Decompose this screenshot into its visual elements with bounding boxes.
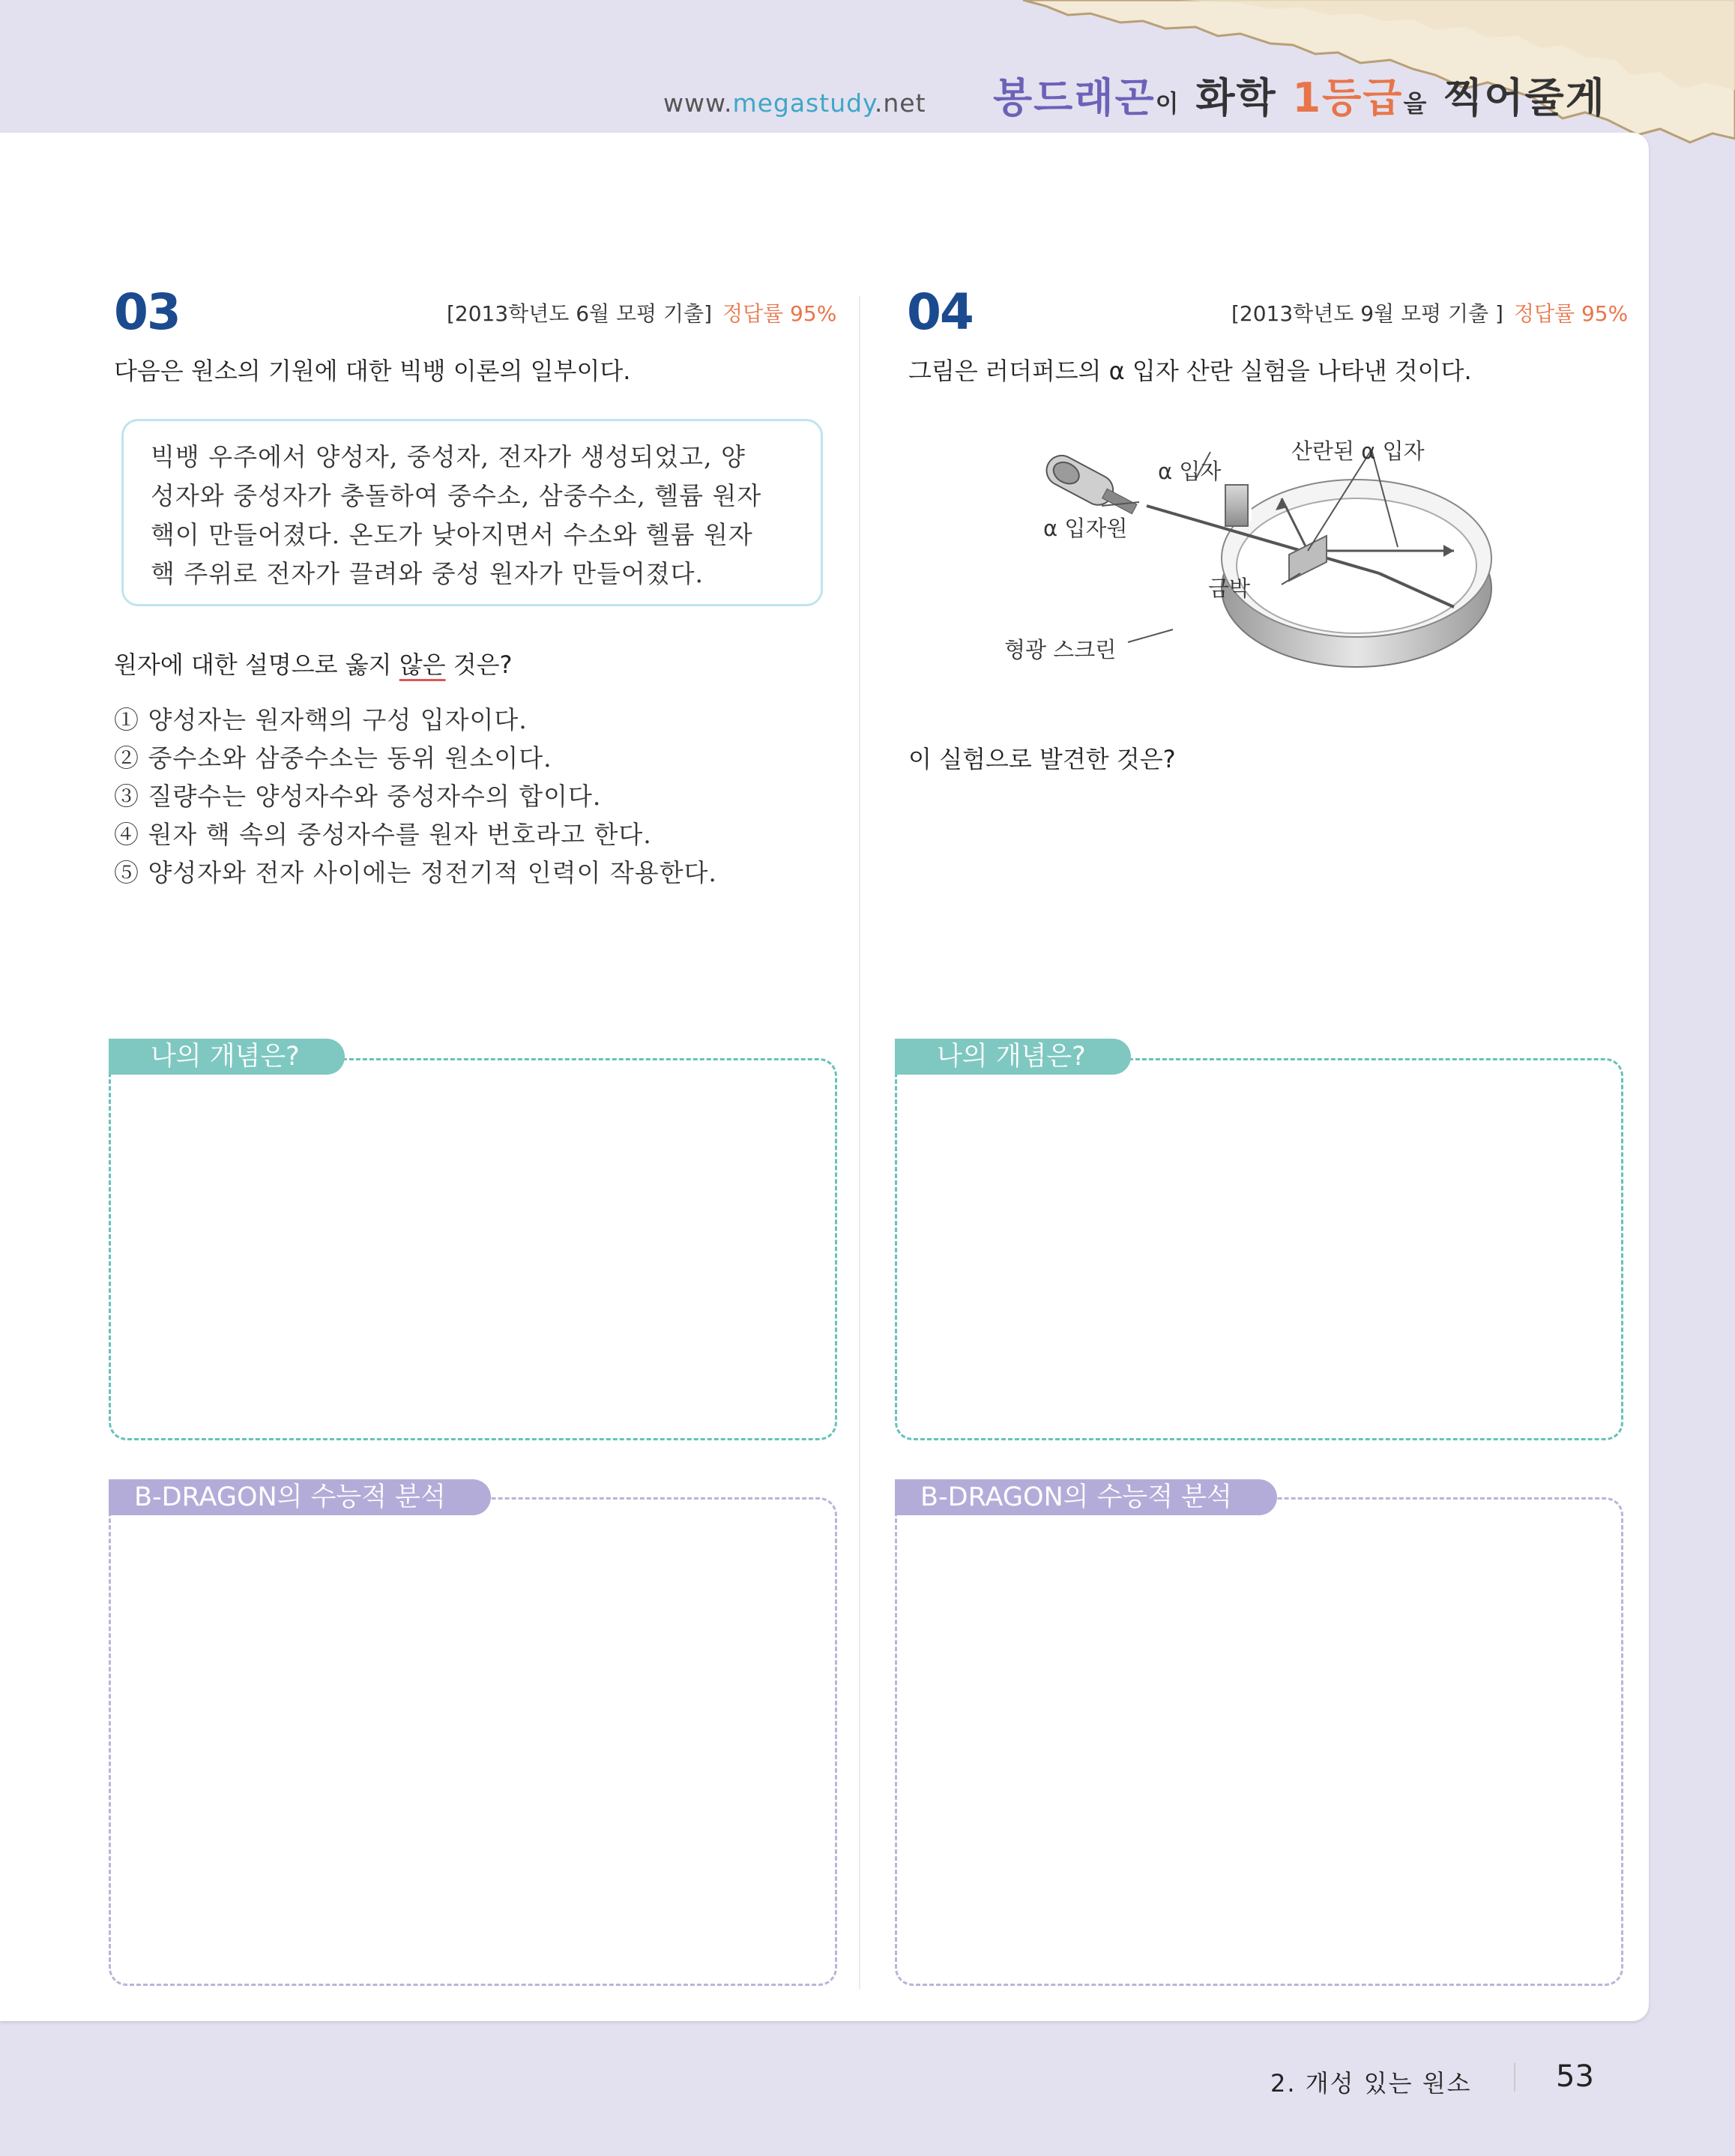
header-url[interactable]: [663, 88, 926, 118]
question-stem-04: 그림은 러더퍼드의 α 입자 산란 실험을 나타낸 것이다.: [908, 357, 1472, 385]
url-suffix: .net: [874, 88, 926, 118]
slogan-part6: 찍어줄게: [1443, 74, 1606, 121]
label-alpha-particle: α 입자: [1158, 459, 1222, 484]
prompt-emphasis: 않은: [399, 650, 446, 679]
passage-box: [121, 419, 823, 606]
my-concept-tab-right: 나의 개념은?: [895, 1039, 1131, 1075]
my-concept-box-right[interactable]: [895, 1058, 1623, 1440]
choice-3[interactable]: ③ 질량수는 양성자수와 중성자수의 합이다.: [114, 782, 602, 811]
analysis-box-left[interactable]: [109, 1497, 837, 1986]
choice-1[interactable]: ① 양성자는 원자핵의 구성 입자이다.: [114, 705, 528, 734]
prompt-text: 원자에 대한 설명으로 옳지: [114, 650, 399, 679]
answer-rate: 정답률 95%: [722, 301, 837, 326]
choice-2[interactable]: ② 중수소와 삼중수소는 동위 원소이다.: [114, 743, 552, 773]
slogan-part3: 화학: [1195, 74, 1277, 121]
analysis-tab-left: B-DRAGON의 수능적 분석: [109, 1479, 491, 1515]
source-text: [2013학년도 6월 모평 기출]: [447, 301, 713, 326]
question-stem-03: 다음은 원소의 기원에 대한 빅뱅 이론의 일부이다.: [114, 357, 631, 385]
question-number-03: 03: [114, 283, 180, 341]
passage-line: 핵이 만들어졌다. 온도가 낮아지면서 수소와 헬륨 원자: [151, 520, 753, 549]
answer-rate: 정답률 95%: [1513, 301, 1629, 326]
slogan-part4: 1등급: [1292, 74, 1404, 121]
footer-separator: [1514, 2063, 1515, 2092]
url-brand: megastudy: [732, 88, 875, 118]
my-concept-box-left[interactable]: [109, 1058, 837, 1440]
my-concept-tab-left: 나의 개념은?: [109, 1039, 345, 1075]
page-number: 53: [1556, 2059, 1594, 2094]
choice-5[interactable]: ⑤ 양성자와 전자 사이에는 정전기적 인력이 작용한다.: [114, 858, 717, 887]
analysis-box-right[interactable]: [895, 1497, 1623, 1986]
passage-line: 빅뱅 우주에서 양성자, 중성자, 전자가 생성되었고, 양: [151, 442, 746, 471]
question-prompt-03: [114, 646, 513, 680]
choice-4[interactable]: ④ 원자 핵 속의 중성자수를 원자 번호라고 한다.: [114, 820, 652, 849]
label-alpha-source: α 입자원: [1043, 516, 1128, 541]
header-slogan: [993, 66, 1606, 124]
slogan-part5: 을: [1403, 89, 1428, 118]
question-source-04: [1231, 298, 1628, 327]
rutherford-experiment-figure: [1004, 423, 1499, 678]
slogan-part2: 이: [1155, 89, 1180, 118]
passage-line: 핵 주위로 전자가 끌려와 중성 원자가 만들어졌다.: [151, 559, 704, 588]
label-fluorescent-screen: 형광 스크린: [1004, 637, 1117, 662]
analysis-tab-right: B-DRAGON의 수능적 분석: [895, 1479, 1277, 1515]
label-scattered-alpha: 산란된 α 입자: [1291, 438, 1425, 464]
question-number-04: 04: [907, 283, 973, 341]
question-source-03: [447, 298, 836, 327]
prompt-text-end: 것은?: [445, 650, 513, 679]
url-prefix: www.: [663, 88, 733, 118]
question-prompt-04: 이 실험으로 발견한 것은?: [908, 745, 1176, 773]
source-text: [2013학년도 9월 모평 기출 ]: [1231, 301, 1503, 326]
passage-line: 성자와 중성자가 충돌하여 중수소, 삼중수소, 헬륨 원자: [151, 481, 762, 510]
slogan-part1: 봉드래곤: [993, 74, 1156, 121]
label-gold-foil: 금박: [1208, 576, 1251, 601]
footer-chapter: 2. 개성 있는 원소: [1270, 2069, 1472, 2098]
column-divider: [859, 296, 860, 1990]
